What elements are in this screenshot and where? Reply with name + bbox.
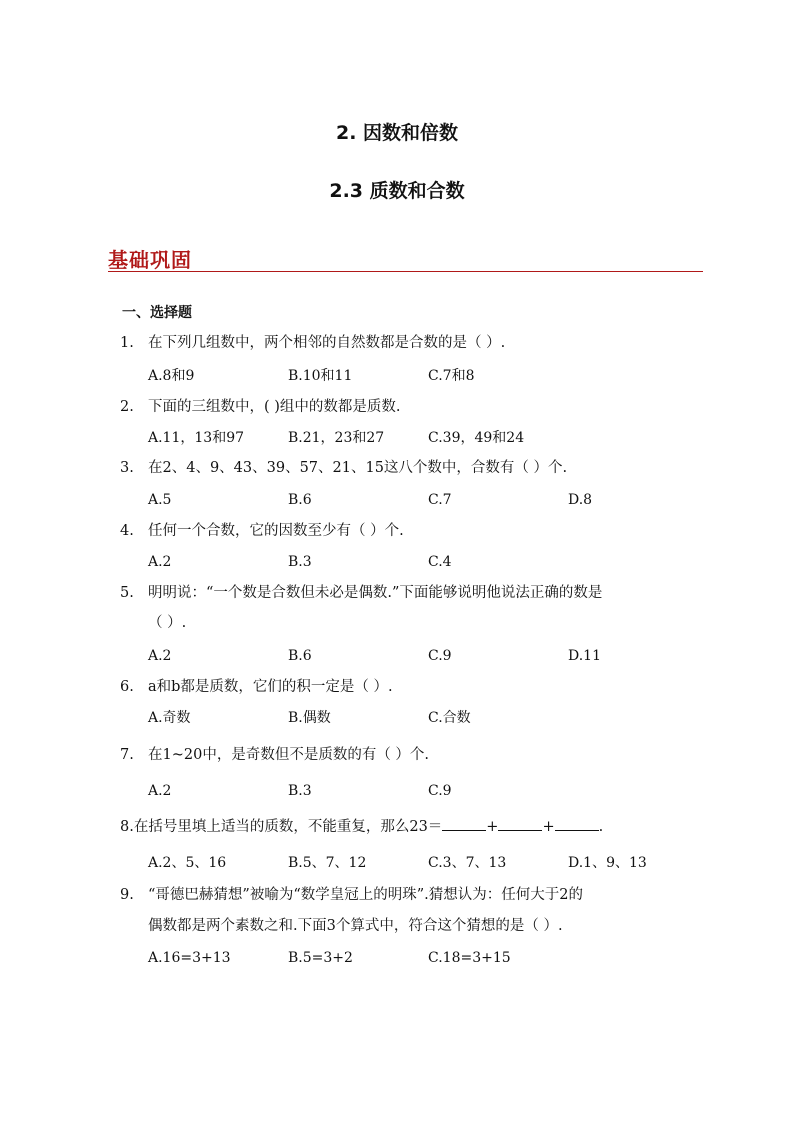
answer-blank-3[interactable] xyxy=(555,816,599,831)
question-text: 在1~20中，是奇数但不是质数的有（ ）个. xyxy=(148,747,430,763)
question-number: 4. xyxy=(120,523,134,539)
option-a: A.2 xyxy=(148,648,172,664)
option-b: B.10和11 xyxy=(288,368,353,384)
section-divider xyxy=(108,271,703,272)
option-a: A.奇数 xyxy=(148,710,191,726)
option-c: C.合数 xyxy=(428,710,471,726)
question-text-continued: 偶数都是两个素数之和.下面3个算式中，符合这个猜想的是（ ）. xyxy=(148,918,563,934)
question-text-continued: （ ）. xyxy=(148,615,187,631)
plus-sign: + xyxy=(486,819,499,835)
question-text: 在括号里填上适当的质数，不能重复，那么23＝ xyxy=(133,819,443,835)
answer-blank-2[interactable] xyxy=(498,816,542,831)
chapter-title: 2. 因数和倍数 xyxy=(335,122,459,144)
question-text: 在下列几组数中，两个相邻的自然数都是合数的是（ ）. xyxy=(148,335,506,351)
question-number: 7. xyxy=(120,747,134,763)
option-a: A.2、5、16 xyxy=(148,855,227,871)
option-c: C.18=3+15 xyxy=(428,950,511,966)
option-a: A.2 xyxy=(148,554,172,570)
section-title: 2.3 质数和合数 xyxy=(329,180,465,202)
option-a: A.2 xyxy=(148,783,172,799)
option-c: C.7和8 xyxy=(428,368,475,384)
option-b: B.6 xyxy=(288,648,312,664)
option-c: C.3、7、13 xyxy=(428,855,507,871)
question-text: a和b都是质数，它们的积一定是（ ）. xyxy=(148,679,393,695)
option-b: B.偶数 xyxy=(288,710,331,726)
option-a: A.8和9 xyxy=(148,368,195,384)
question-number: 6. xyxy=(120,679,134,695)
option-b: B.21，23和27 xyxy=(288,430,385,446)
option-d: D.1、9、13 xyxy=(568,855,647,871)
option-c: C.39，49和24 xyxy=(428,430,525,446)
end-period: . xyxy=(598,819,604,835)
option-b: B.5、7、12 xyxy=(288,855,367,871)
section-heading: 基础巩固 xyxy=(108,248,192,272)
question-text: 明明说：“一个数是合数但未必是偶数.”下面能够说明他说法正确的数是 xyxy=(148,585,603,601)
question-text: “哥德巴赫猜想”被喻为“数学皇冠上的明珠”.猜想认为：任何大于2的 xyxy=(148,887,583,903)
plus-sign: + xyxy=(542,819,555,835)
question-number: 3. xyxy=(120,460,134,476)
option-c: C.4 xyxy=(428,554,452,570)
option-c: C.7 xyxy=(428,492,452,508)
option-b: B.3 xyxy=(288,554,312,570)
subsection-heading: 一、选择题 xyxy=(122,305,192,321)
option-a: A.16=3+13 xyxy=(148,950,231,966)
question-text: 下面的三组数中，( )组中的数都是质数. xyxy=(148,399,401,415)
answer-blank-1[interactable] xyxy=(442,816,486,831)
question-number: 2. xyxy=(120,399,134,415)
option-c: C.9 xyxy=(428,648,452,664)
option-c: C.9 xyxy=(428,783,452,799)
option-b: B.5=3+2 xyxy=(288,950,353,966)
question-number: 8. xyxy=(120,819,134,835)
question-8-line xyxy=(120,816,603,836)
question-text: 在2、4、9、43、39、57、21、15这八个数中，合数有（ ）个. xyxy=(148,460,568,476)
option-a: A.11，13和97 xyxy=(148,430,245,446)
option-b: B.3 xyxy=(288,783,312,799)
question-number: 5. xyxy=(120,585,134,601)
option-b: B.6 xyxy=(288,492,312,508)
question-text: 任何一个合数，它的因数至少有（ ）个. xyxy=(148,523,404,539)
option-a: A.5 xyxy=(148,492,172,508)
question-number: 9. xyxy=(120,887,134,903)
option-d: D.8 xyxy=(568,492,593,508)
option-d: D.11 xyxy=(568,648,601,664)
question-number: 1. xyxy=(120,335,134,351)
